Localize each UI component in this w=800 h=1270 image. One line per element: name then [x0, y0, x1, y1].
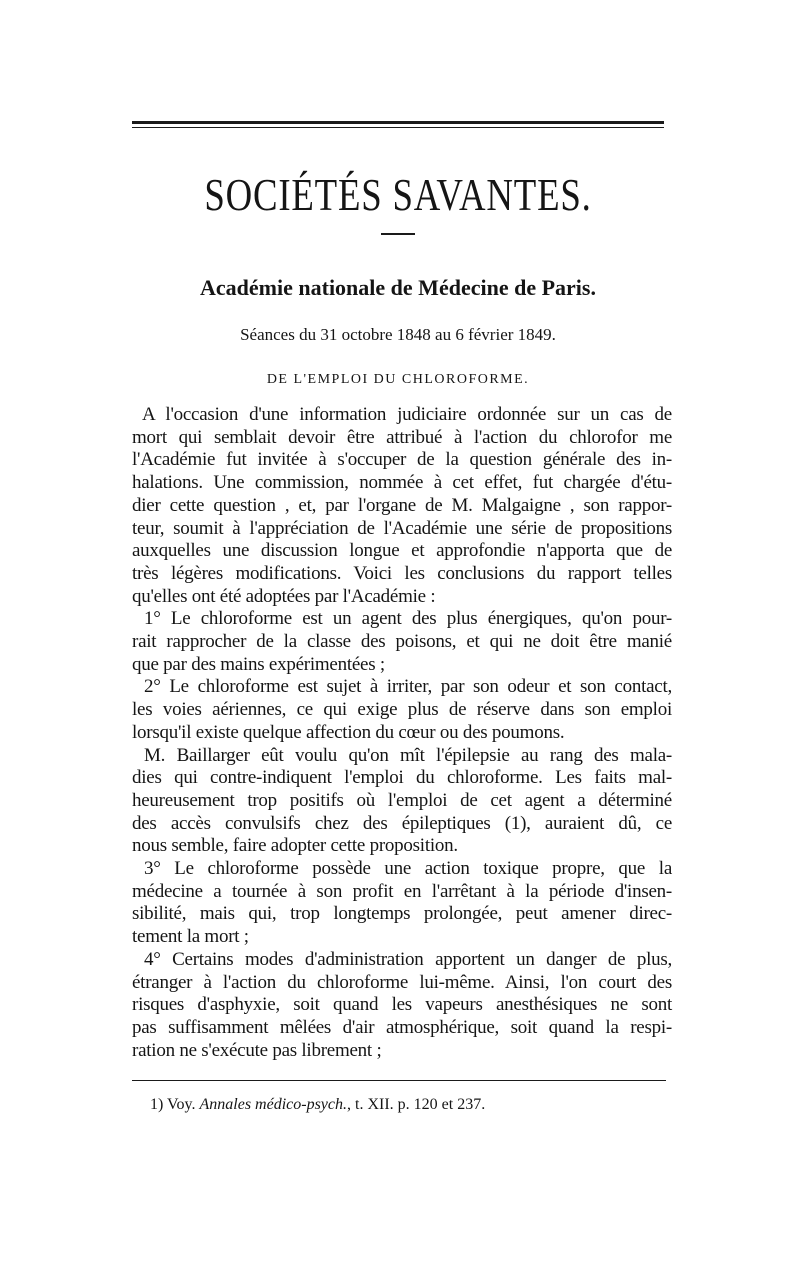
text-line: mort qui semblait devoir être attribué à l'action du chlorofor me — [132, 426, 672, 448]
text-line: ration ne s'exécute pas librement ; — [132, 1039, 382, 1061]
text-line: dier cette question , et, par l'organe de M. Malgaigne , son rappor- — [132, 494, 672, 516]
footnote-rule — [132, 1080, 666, 1081]
text-line: heureusement trop positifs où l'emploi de cet agent a déterminé — [132, 789, 672, 811]
text-line: l'Académie fut invitée à s'occuper de la question générale des in- — [132, 449, 672, 471]
section-heading: DE L'EMPLOI DU CHLOROFORME. — [266, 372, 530, 387]
text-line: M. Baillarger eût voulu qu'on mît l'épilepsie au rang des mala- — [144, 744, 672, 766]
text-line: très légères modifications. Voici les conclusions du rapport telles — [132, 562, 672, 584]
footnote — [150, 1094, 650, 1116]
text-line: halations. Une commission, nommée à cet effet, fut chargée d'étu- — [132, 472, 672, 494]
text-line: médecine a tournée à son profit en l'arrêtant à la période d'insen- — [132, 880, 672, 902]
text-line: 1° Le chloroforme est un agent des plus énergiques, qu'on pour- — [144, 608, 672, 630]
text-line: 2° Le chloroforme est sujet à irriter, par son odeur et son contact, — [144, 676, 672, 698]
page-title: SOCIÉTÉS SAVANTES. — [204, 169, 592, 220]
footnote-suffix: , t. XII. p. 120 et 237. — [347, 1096, 486, 1113]
text-line: lorsqu'il existe quelque affection du cœur ou des poumons. — [132, 721, 565, 743]
text-line: risques d'asphyxie, soit quand les vapeurs anesthésiques ne sont — [132, 994, 672, 1016]
text-line: pas suffisamment mêlées d'air atmosphérique, soit quand la respi- — [132, 1016, 672, 1038]
sessions-dates: Séances du 31 octobre 1848 au 6 février 1849. — [240, 325, 556, 344]
text-line: teur, soumit à l'appréciation de l'Académie une série de propositions — [132, 517, 672, 539]
text-line: 3° Le chloroforme possède une action toxique propre, que la — [144, 858, 672, 880]
title-separator-dash — [381, 233, 415, 235]
text-line: auxquelles une discussion longue et approfondie n'apporta que de — [132, 540, 672, 562]
text-line: tement la mort ; — [132, 926, 249, 948]
text-line: que par des mains expérimentées ; — [132, 653, 385, 675]
footnote-prefix: 1) Voy. — [150, 1096, 196, 1113]
text-line: sibilité, mais qui, trop longtemps prolongée, peut amener direc- — [132, 903, 672, 925]
text-line: A l'occasion d'une information judiciaire ordonnée sur un cas de — [142, 404, 672, 425]
text-line: qu'elles ont été adoptées par l'Académie : — [132, 585, 436, 607]
text-line: nous semble, faire adopter cette proposition. — [132, 835, 458, 857]
text-line: des accès convulsifs chez des épileptiques (1), auraient dû, ce — [132, 812, 672, 834]
text-line: 4° Certains modes d'administration apportent un danger de plus, — [144, 948, 672, 970]
body-text — [132, 404, 672, 1062]
text-line: étranger à l'action du chloroforme lui-même. Ainsi, l'on court des — [132, 971, 672, 993]
top-double-rule — [132, 121, 664, 127]
text-line: dies qui contre-indiquent l'emploi du chloroforme. Les faits mal- — [132, 767, 672, 789]
text-line: les voies aériennes, ce qui exige plus de réserve dans son emploi — [132, 699, 672, 721]
academy-heading: Académie nationale de Médecine de Paris. — [200, 275, 596, 300]
footnote-journal: Annales médico-psych. — [199, 1096, 348, 1113]
text-line: rait rapprocher de la classe des poisons, et qui ne doit être manié — [132, 631, 672, 653]
